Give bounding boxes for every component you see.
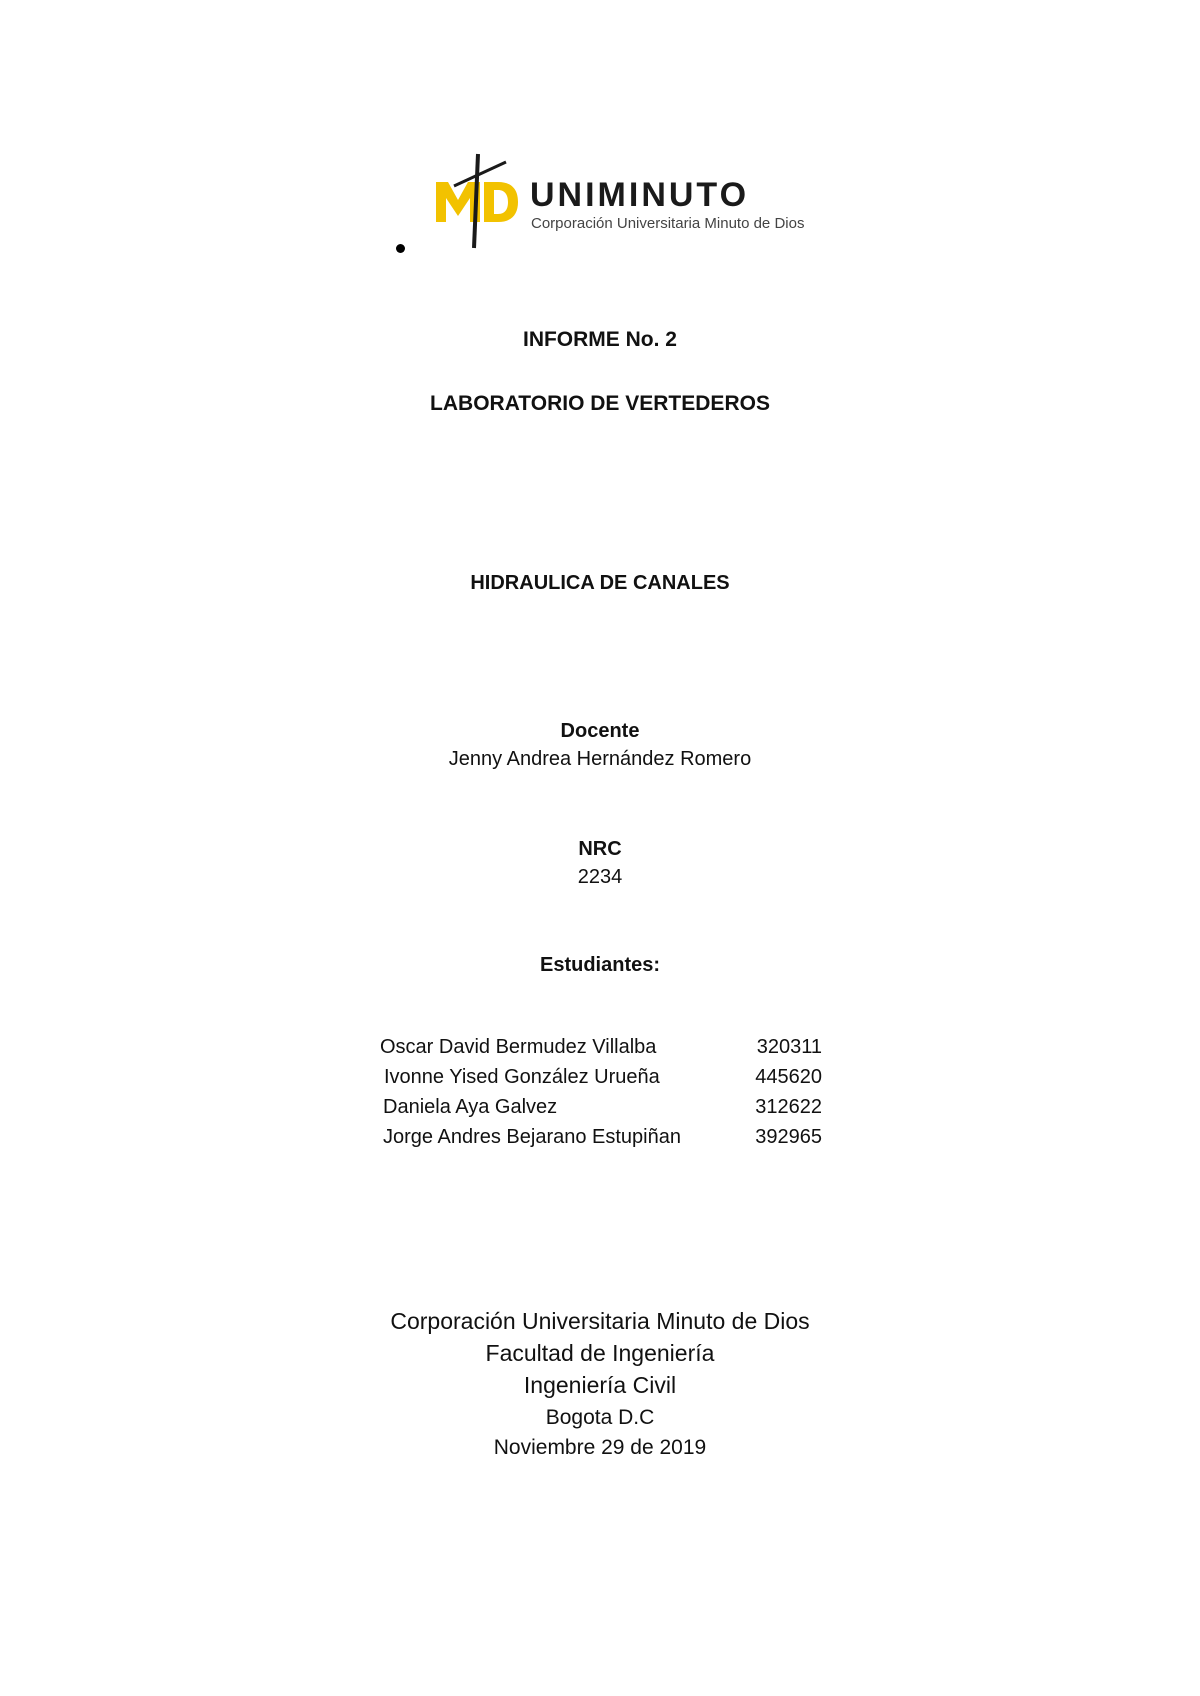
footer-city: Bogota D.C bbox=[545, 1406, 655, 1429]
logo-subtitle: Corporación Universitaria Minuto de Dios bbox=[531, 215, 805, 232]
list-item bbox=[380, 1036, 830, 1066]
student-id: 392965 bbox=[755, 1126, 822, 1148]
report-subtitle: LABORATORIO DE VERTEDEROS bbox=[430, 392, 770, 415]
list-item bbox=[380, 1066, 830, 1096]
nrc-value: 2234 bbox=[577, 866, 623, 888]
footer-faculty: Facultad de Ingeniería bbox=[485, 1340, 715, 1366]
uniminuto-logo bbox=[434, 152, 854, 252]
course-name: HIDRAULICA DE CANALES bbox=[470, 572, 730, 594]
student-id: 320311 bbox=[756, 1036, 822, 1058]
docente-name: Jenny Andrea Hernández Romero bbox=[448, 748, 752, 770]
students-list bbox=[380, 1036, 830, 1156]
footer-institution: Corporación Universitaria Minuto de Dios bbox=[390, 1308, 810, 1334]
student-name: Jorge Andres Bejarano Estupiñan bbox=[383, 1126, 681, 1148]
bullet-dot bbox=[396, 244, 405, 253]
footer-date: Noviembre 29 de 2019 bbox=[493, 1436, 707, 1459]
student-id: 312622 bbox=[755, 1096, 822, 1118]
footer-program: Ingeniería Civil bbox=[523, 1372, 677, 1398]
student-id: 445620 bbox=[755, 1066, 822, 1088]
nrc-label: NRC bbox=[578, 838, 622, 860]
docente-label: Docente bbox=[560, 720, 640, 742]
logo-wordmark: UNIMINUTO bbox=[530, 176, 750, 214]
md-monogram-icon bbox=[434, 152, 530, 252]
student-name: Daniela Aya Galvez bbox=[383, 1096, 558, 1118]
report-title: INFORME No. 2 bbox=[522, 328, 677, 351]
student-name: Ivonne Yised González Urueña bbox=[384, 1066, 660, 1088]
list-item bbox=[380, 1096, 830, 1126]
students-label: Estudiantes: bbox=[539, 954, 661, 976]
list-item bbox=[380, 1126, 830, 1156]
student-name: Oscar David Bermudez Villalba bbox=[380, 1036, 657, 1058]
